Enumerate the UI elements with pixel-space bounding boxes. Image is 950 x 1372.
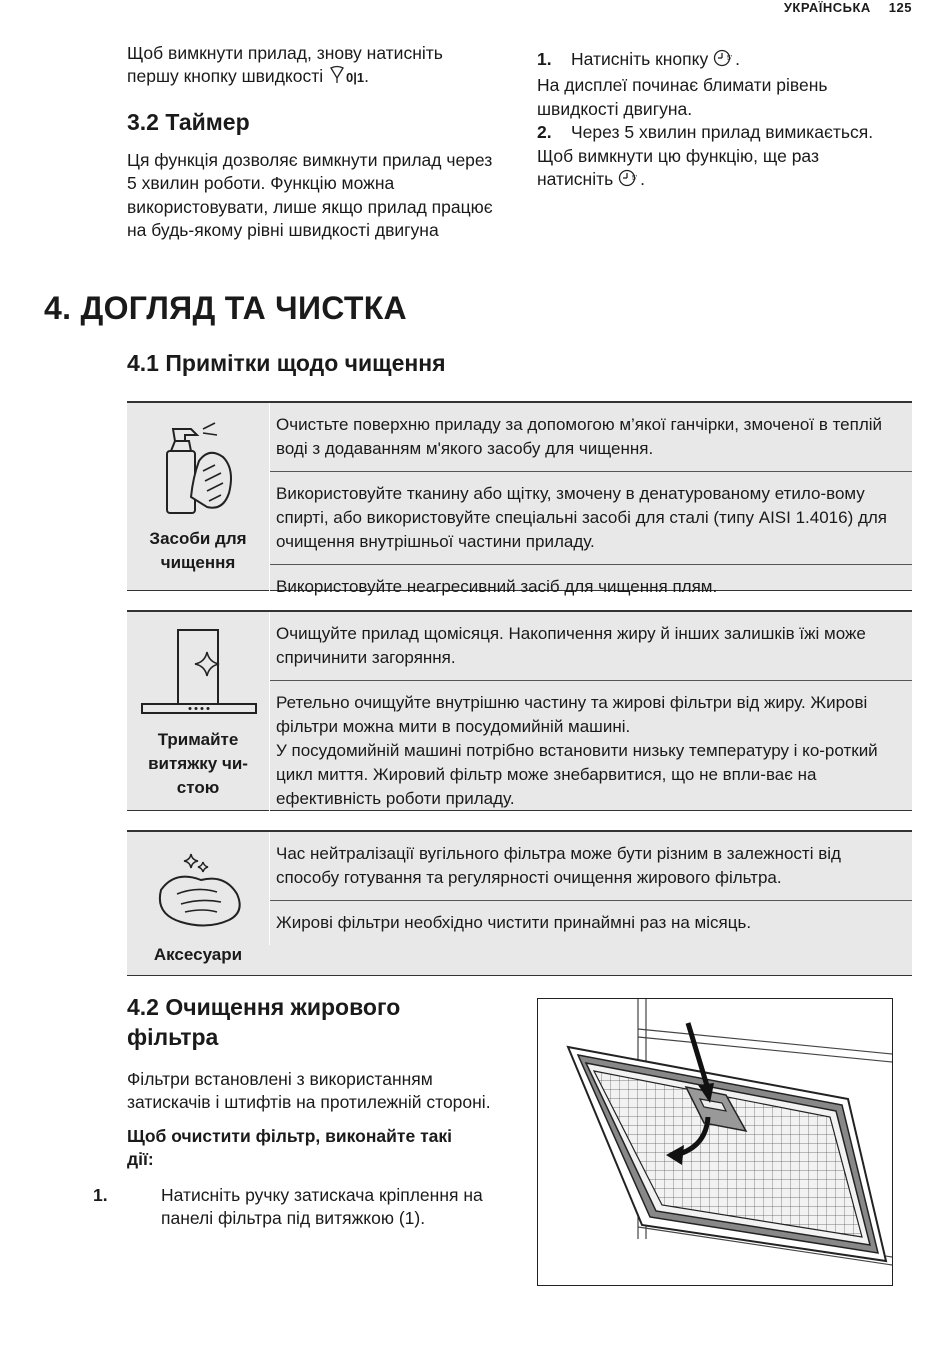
page-number: 125 <box>888 0 912 15</box>
step1 <box>537 48 907 74</box>
table-row: Використовуйте неагресивний засіб для чищення плям. <box>270 564 912 609</box>
table-label <box>127 943 269 967</box>
table-rows <box>269 612 912 821</box>
subsection-4-2-heading <box>127 992 507 1052</box>
spray-cloth-icon <box>163 421 235 522</box>
section-heading: 4. ДОГЛЯД ТА ЧИСТКА <box>44 290 407 326</box>
page-header <box>766 0 912 15</box>
heading-line2: фільтра <box>127 1024 219 1050</box>
label-line2: чищення <box>160 553 236 572</box>
label-line3: стою <box>176 778 220 797</box>
keep-hood-clean-table <box>127 610 912 811</box>
filter-instructions-bold: Щоб очистити фільтр, виконайте такі дії: <box>127 1125 452 1170</box>
filter-intro-text: Фільтри встановлені з використанням затискачів і штифтів на протилежній стороні. <box>127 1069 491 1113</box>
filter-illustration <box>537 998 893 1286</box>
intro-line1: Щоб вимкнути прилад, знову натисніть <box>127 43 443 63</box>
clean-hood-icon <box>140 628 258 725</box>
label-line2: витяжку чи- <box>148 754 248 773</box>
table-row: Час нейтралізації вугільного фільтра може бути різним в залежності від способу готування та регулярності очищення жирового фільтра. <box>276 844 841 887</box>
hand-cloth-sparkle-icon <box>151 850 247 935</box>
table-row-text: У посудомийній машині потрібно встановити низьку температуру і ко-роткий цикл миття. Жировий фільтр може знебарвитися, що не впли-ває на ефективність роботи приладу. <box>276 741 878 808</box>
timer-heading: 3.2 Таймер <box>127 108 250 135</box>
timer-icon <box>713 48 735 74</box>
filter-step1 <box>93 1184 511 1231</box>
table-row: Очистьте поверхню приладу за допомогою м’якої ганчірки, змоченої в теплій воді з додаванням м'якого засобу для чищення. <box>276 415 883 458</box>
table-label-cell <box>127 612 269 810</box>
timer-icon <box>618 168 640 194</box>
right-column-top <box>537 48 907 194</box>
accessories-table <box>127 830 912 976</box>
svg-text:5': 5' <box>632 175 638 183</box>
fan-speed-icon <box>328 65 346 91</box>
table-label <box>127 728 269 800</box>
table-row: Очищуйте прилад щомісяця. Накопичення жиру й інших залишків їжі може спричинити загоряння. <box>276 624 866 667</box>
table-label-cell <box>127 403 269 590</box>
table-row <box>270 680 912 821</box>
step2 <box>537 121 907 144</box>
table-rows <box>269 832 912 945</box>
table-row: Використовуйте тканину або щітку, змочену в денатурованому етило-вому спирті, або використовуйте спеціальні засобі для сталі (типу AISI 1.4016) для очищення внутрішньої частини приладу. <box>270 471 912 564</box>
off-text-line2: натисніть <box>537 169 614 190</box>
intro-end: . <box>364 66 370 87</box>
cleaning-agents-table <box>127 401 912 596</box>
filter-section <box>93 992 507 1230</box>
table-rows <box>269 403 912 609</box>
label-line1: Засоби для <box>149 529 247 548</box>
subsection-4-1-heading: 4.1 Примітки щодо чищення <box>127 350 446 376</box>
table-label <box>127 527 269 575</box>
language-label: УКРАЇНСЬКА <box>783 0 871 15</box>
intro-line2: першу кнопку швидкості <box>127 66 324 87</box>
intro-paragraph <box>127 42 507 92</box>
timer-text: Ця функція дозволяє вимкнути прилад через 5 хвилин роботи. Функцію можна використовувати, лише якщо прилад працює на будь-якому рівні швидкості двигуна <box>127 149 493 241</box>
off-text-line1: Щоб вимкнути цю функцію, ще раз <box>537 145 819 166</box>
off-text-end: . <box>640 169 645 190</box>
table-label-cell <box>127 832 269 975</box>
table-row: Жирові фільтри необхідно чистити принаймні раз на місяць. <box>270 900 912 945</box>
blink-text: На дисплеї починає блимати рівень швидкості двигуна. <box>537 75 828 119</box>
table-row-text: Ретельно очищуйте внутрішню частину та жирові фільтри від жиру. Жирові фільтри можна мити в посудомийній машині. <box>276 693 868 736</box>
step2-number: 2. <box>537 122 552 143</box>
left-column-top <box>127 42 507 242</box>
step-text: Натисніть ручку затискача кріплення на панелі фільтра під витяжкою (1). <box>161 1184 483 1229</box>
step1-end: . <box>735 49 740 69</box>
step2-text: Через 5 хвилин прилад вимикається. <box>571 122 874 143</box>
heading-line1: 4.2 Очищення жирового <box>127 994 401 1020</box>
off-text <box>537 145 907 195</box>
step1-text: Натисніть кнопку <box>571 49 709 69</box>
svg-text:5': 5' <box>727 55 733 62</box>
step-number: 1. <box>93 1184 108 1205</box>
label-line1: Аксесуари <box>153 945 243 964</box>
label-line1: Тримайте <box>157 730 239 749</box>
step1-number: 1. <box>537 49 552 69</box>
speed-icon-label: 0|1 <box>346 70 365 86</box>
